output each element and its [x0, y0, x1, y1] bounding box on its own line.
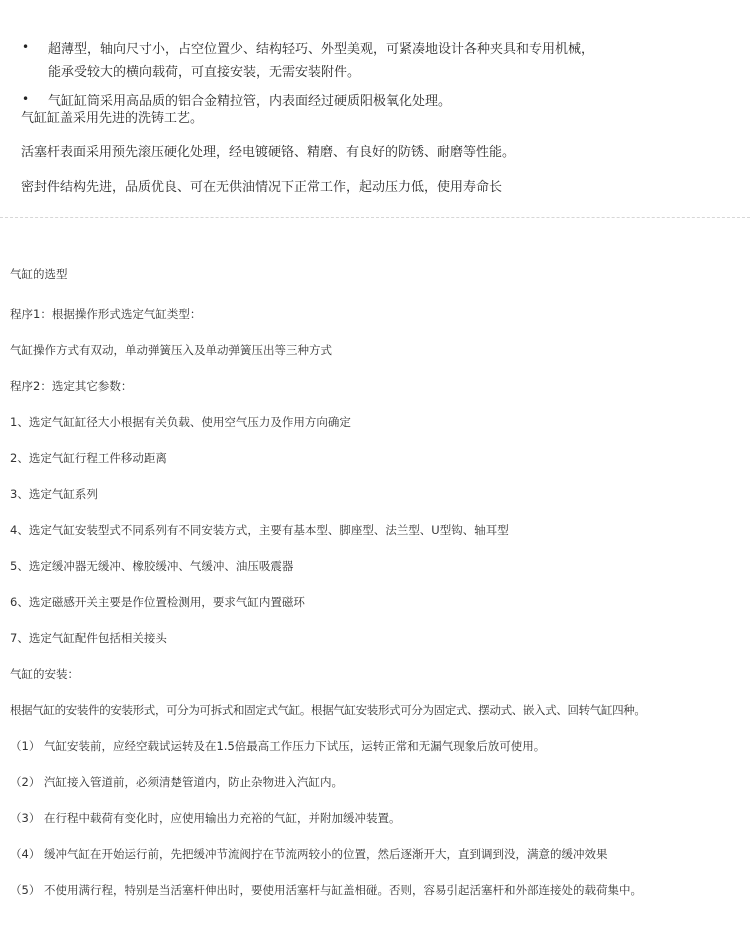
selection-step1: 程序1：根据操作形式选定气缸类型：	[10, 307, 202, 321]
selection-item-4: 4、选定气缸安装型式不同系列有不同安装方式，主要有基本型、脚座型、法兰型、U型钩、轴耳型	[10, 523, 509, 537]
selection-item-1: 1、选定气缸缸径大小根据有关负载、使用空气压力及作用方向确定	[10, 415, 351, 429]
selection-step2: 程序2：选定其它参数：	[10, 379, 133, 393]
installation-intro: 根据气缸的安装件的安装形式，可分为可拆式和固定式气缸。根据气缸安装形式可分为固定式、摆动式、嵌入式、回转气缸四种。	[10, 703, 646, 717]
feature-line-5: 活塞杆表面采用预先滚压硬化处理，经电镀硬铬、精磨、有良好的防锈、耐磨等性能。	[21, 145, 516, 160]
selection-step1-desc: 气缸操作方式有双动，单动弹簧压入及单动弹簧压出等三种方式	[10, 343, 332, 357]
selection-item-5: 5、选定缓冲器无缓冲、橡胶缓冲、气缓冲、油压吸震器	[10, 559, 294, 573]
selection-item-3: 3、选定气缸系列	[10, 487, 98, 501]
selection-item-6: 6、选定磁感开关主要是作位置检测用，要求气缸内置磁环	[10, 595, 305, 609]
dashed-divider	[0, 217, 750, 218]
installation-item-3: （3） 在行程中载荷有变化时，应使用输出力充裕的气缸，并附加缓冲装置。	[10, 811, 401, 825]
feature-line-2: 能承受较大的横向载荷，可直接安装，无需安装附件。	[48, 65, 361, 80]
bullet-2: •	[22, 92, 30, 106]
feature-line-6: 密封件结构先进，品质优良、可在无供油情况下正常工作，起动压力低，使用寿命长	[21, 180, 503, 195]
installation-item-5: （5） 不使用满行程，特别是当活塞杆伸出时，要使用活塞杆与缸盖相碰。否则，容易引起活塞杆和外部连接处的载荷集中。	[10, 883, 642, 897]
installation-item-1: （1） 气缸安装前，应经空载试运转及在1.5倍最高工作压力下试压，运转正常和无漏气现象后放可使用。	[10, 739, 546, 753]
installation-item-4: （4） 缓冲气缸在开始运行前，先把缓冲节流阀拧在节流两较小的位置，然后逐渐开大，直到调到没，满意的缓冲效果	[10, 847, 608, 861]
selection-title: 气缸的选型	[10, 267, 68, 281]
installation-title: 气缸的安装：	[10, 667, 79, 681]
feature-line-4: 气缸缸盖采用先进的洗铸工艺。	[21, 111, 204, 126]
installation-item-2: （2） 汽缸接入管道前，必须清楚管道内，防止杂物进入汽缸内。	[10, 775, 343, 789]
selection-item-7: 7、选定气缸配件包括相关接头	[10, 631, 167, 645]
feature-line-1: 超薄型，轴向尺寸小，占空位置少、结构轻巧、外型美观，可紧凑地设计各种夹具和专用机械，	[48, 42, 595, 57]
feature-line-3: 气缸缸筒采用高品质的铝合金精拉管，内表面经过硬质阳极氧化处理。	[48, 94, 452, 109]
selection-item-2: 2、选定气缸行程工件移动距离	[10, 451, 167, 465]
bullet-1: •	[22, 40, 30, 54]
